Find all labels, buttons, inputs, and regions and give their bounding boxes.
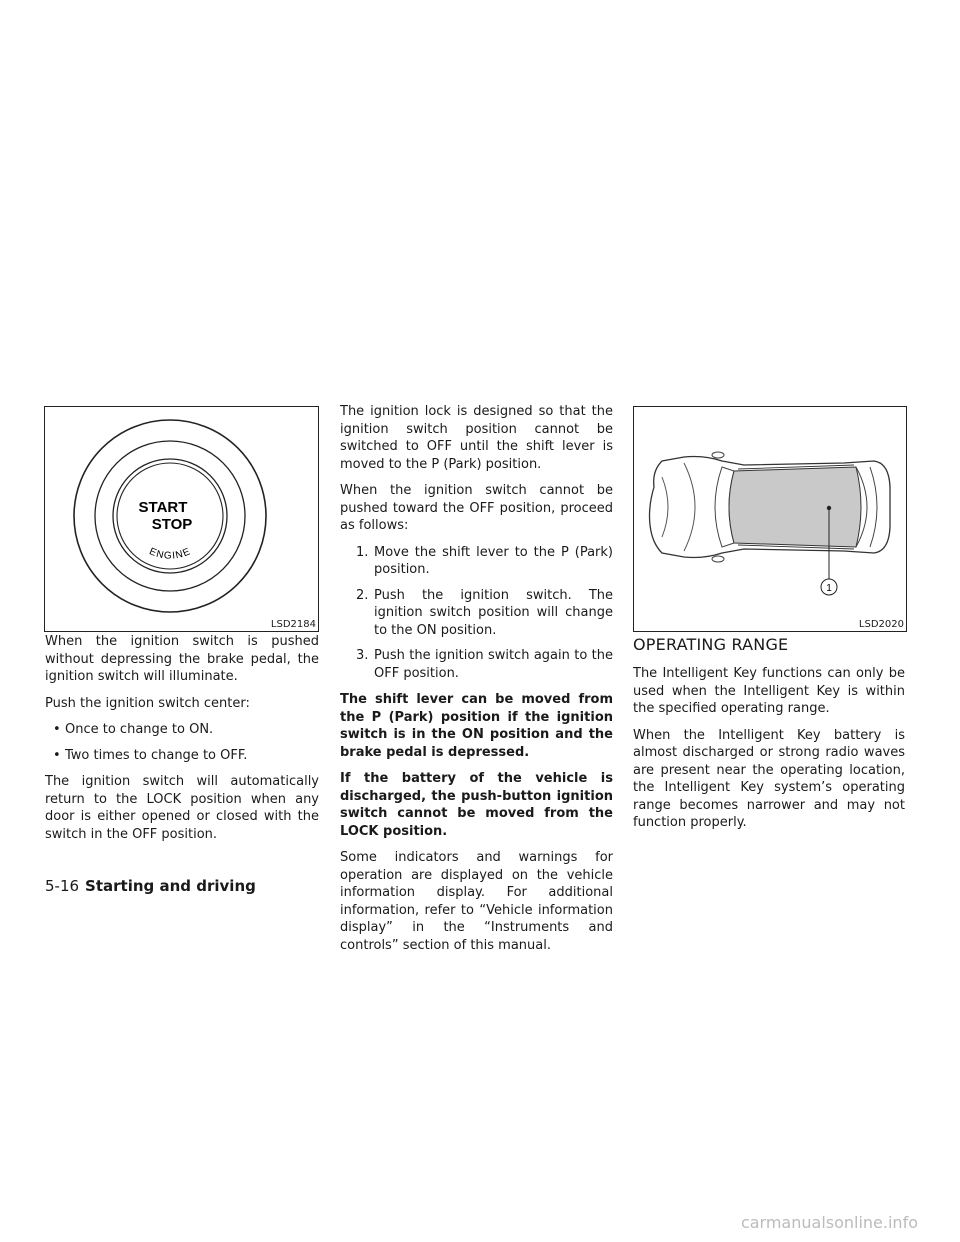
- column-3: [633, 635, 905, 841]
- start-label: START: [138, 499, 188, 516]
- figure-code: LSD2184: [270, 619, 316, 630]
- column-2: [340, 403, 613, 963]
- paragraph: The Intelligent Key functions can only be used when the Intelligent Key is within the specified operating range.: [633, 666, 905, 716]
- stop-label: STOP: [151, 516, 193, 533]
- paragraph: When the ignition switch is pushed without depressing the brake pedal, the ignition switch will illuminate.: [45, 634, 319, 684]
- engine-label: ENGINE: [147, 546, 193, 562]
- bullet-list: [45, 721, 319, 764]
- list-item: 1. Move the shift lever to the P (Park) position.: [356, 544, 613, 577]
- step-list: [340, 544, 613, 683]
- callout-number: 1: [826, 583, 832, 594]
- bullet-glyph: •: [53, 722, 61, 737]
- section-title: Starting and driving: [85, 877, 256, 895]
- bullet-glyph: •: [53, 747, 61, 763]
- bold-note: If the battery of the vehicle is discharged, the push-button ignition switch cannot be moved from the LOCK position.: [340, 771, 613, 839]
- page-footer: [45, 876, 256, 896]
- figure-code: LSD2020: [858, 619, 904, 630]
- paragraph: The ignition lock is designed so that the ignition switch position cannot be switched to OFF until the shift lever is moved to the P (Park) position.: [340, 404, 613, 472]
- page-number: 5-16: [45, 877, 80, 895]
- list-item: 3. Push the ignition switch again to the OFF position.: [356, 648, 613, 681]
- section-heading: OPERATING RANGE: [633, 635, 789, 654]
- car-top-view-illustration: [634, 407, 906, 631]
- paragraph: The ignition switch will automatically return to the LOCK position when any door is either opened or closed with the switch in the OFF position.: [45, 774, 319, 842]
- paragraph: Some indicators and warnings for operation are displayed on the vehicle information display. For additional information, refer to “Vehicle information display” in the “Instruments and controls” section of this manual.: [340, 850, 613, 953]
- column-1: [45, 633, 319, 852]
- ignition-switch-figure: [44, 406, 319, 632]
- list-item: • Once to change to ON.: [53, 722, 214, 737]
- list-item: • Two times to change to OFF.: [53, 747, 248, 763]
- list-item: 2. Push the ignition switch. The ignition switch position will change to the ON position.: [356, 587, 613, 638]
- watermark: carmanualsonline.info: [740, 1213, 918, 1232]
- ignition-switch-illustration: [45, 407, 318, 631]
- paragraph: When the ignition switch cannot be pushed toward the OFF position, proceed as follows:: [340, 483, 613, 533]
- paragraph: Push the ignition switch center:: [45, 695, 250, 711]
- svg-text:ENGINE: [147, 546, 192, 562]
- paragraph: When the Intelligent Key battery is almost discharged or strong radio waves are present near the operating location, the Intelligent Key system’s operating range becomes narrower and may not function properly.: [633, 727, 905, 830]
- operating-range-figure: [633, 406, 907, 632]
- bold-note: The shift lever can be moved from the P (Park) position if the ignition switch is in the ON position and the brake pedal is depressed.: [340, 692, 613, 760]
